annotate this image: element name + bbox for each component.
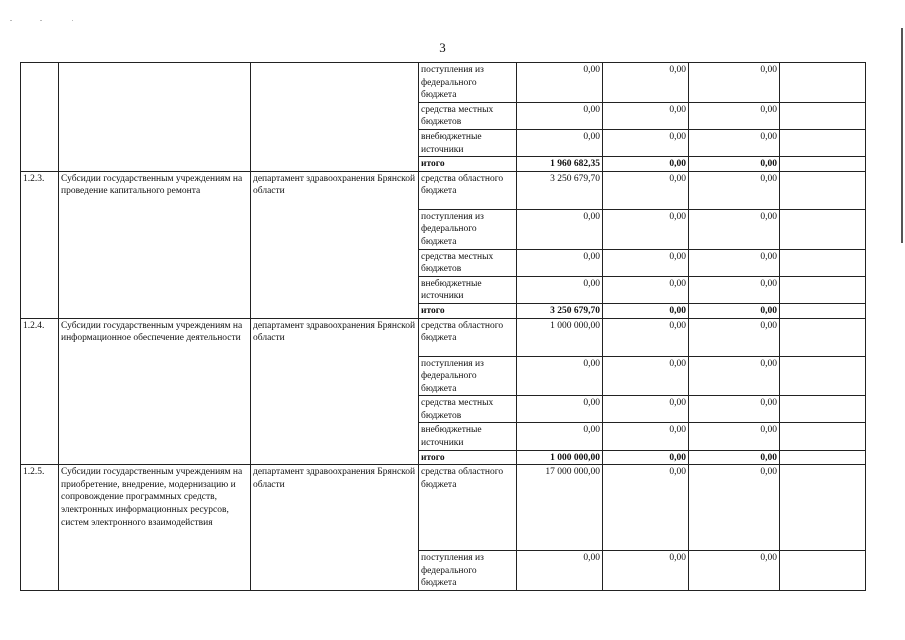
blank-cell [780,171,866,209]
table-row [21,318,866,356]
amount-cell-2: 0,00 [603,551,689,591]
page-number: 3 [439,40,446,55]
funding-source-cell: средства местных бюджетов [419,249,517,276]
amount-cell-3: 0,00 [689,318,780,356]
amount-cell-3: 0,00 [689,63,780,103]
funding-source-cell: поступления из федерального бюджета [419,63,517,103]
amount-cell-2: 0,00 [603,249,689,276]
amount-cell-1: 0,00 [517,129,603,156]
amount-cell-1: 0,00 [517,423,603,450]
item-code-cell: 1.2.3. [21,171,59,318]
amount-cell-2: 0,00 [603,450,689,465]
amount-cell-3: 0,00 [689,102,780,129]
amount-cell-3: 0,00 [689,276,780,303]
item-name-cell: Субсидии государственным учреждениям на проведение капитального ремонта [59,171,251,318]
table-row [21,63,866,103]
amount-cell-1: 3 250 679,70 [517,171,603,209]
blank-cell [780,303,866,318]
item-name-cell: Субсидии государственным учреждениям на информационное обеспечение деятельности [59,318,251,465]
amount-cell-1: 1 000 000,00 [517,318,603,356]
amount-cell-3: 0,00 [689,171,780,209]
blank-cell [780,423,866,450]
amount-cell-3: 0,00 [689,303,780,318]
scan-speck [72,20,73,21]
item-code-cell: 1.2.4. [21,318,59,465]
blank-cell [780,102,866,129]
amount-cell-3: 0,00 [689,356,780,396]
blank-cell [780,450,866,465]
amount-cell-3: 0,00 [689,465,780,551]
scan-edge-line [901,28,903,243]
amount-cell-3: 0,00 [689,249,780,276]
funding-source-cell: средства областного бюджета [419,465,517,551]
amount-cell-3: 0,00 [689,423,780,450]
amount-cell-3: 0,00 [689,209,780,249]
blank-cell [780,129,866,156]
amount-cell-1: 1 000 000,00 [517,450,603,465]
blank-cell [780,63,866,103]
amount-cell-1: 0,00 [517,396,603,423]
executor-cell [251,63,419,172]
amount-cell-1: 17 000 000,00 [517,465,603,551]
scan-speck [10,20,12,21]
amount-cell-1: 0,00 [517,356,603,396]
funding-source-cell: средства областного бюджета [419,318,517,356]
funding-source-cell: средства местных бюджетов [419,396,517,423]
amount-cell-2: 0,00 [603,171,689,209]
funding-source-cell: итого [419,450,517,465]
blank-cell [780,276,866,303]
blank-cell [780,249,866,276]
executor-cell: департамент здравоохранения Брянской области [251,318,419,465]
funding-source-cell: поступления из федерального бюджета [419,356,517,396]
funding-source-cell: итого [419,157,517,172]
funding-source-cell: поступления из федерального бюджета [419,551,517,591]
blank-cell [780,157,866,172]
table-row [21,465,866,551]
amount-cell-1: 0,00 [517,63,603,103]
budget-table [20,62,866,591]
amount-cell-2: 0,00 [603,102,689,129]
executor-cell: департамент здравоохранения Брянской области [251,171,419,318]
amount-cell-2: 0,00 [603,157,689,172]
funding-source-cell: внебюджетные источники [419,276,517,303]
amount-cell-2: 0,00 [603,396,689,423]
funding-source-cell: средства местных бюджетов [419,102,517,129]
amount-cell-2: 0,00 [603,63,689,103]
amount-cell-2: 0,00 [603,129,689,156]
amount-cell-3: 0,00 [689,129,780,156]
blank-cell [780,396,866,423]
scan-speck [40,20,42,21]
table-row [21,171,866,209]
funding-source-cell: итого [419,303,517,318]
funding-source-cell: поступления из федерального бюджета [419,209,517,249]
item-code-cell [21,63,59,172]
blank-cell [780,465,866,551]
amount-cell-1: 0,00 [517,551,603,591]
amount-cell-2: 0,00 [603,465,689,551]
amount-cell-3: 0,00 [689,551,780,591]
funding-source-cell: средства областного бюджета [419,171,517,209]
item-name-cell: Субсидии государственным учреждениям на приобретение, внедрение, модернизацию и сопровождение программных средств, электронных информационных ресурсов, систем электронного взаимодействия [59,465,251,591]
amount-cell-1: 1 960 682,35 [517,157,603,172]
item-name-cell [59,63,251,172]
item-code-cell: 1.2.5. [21,465,59,591]
amount-cell-1: 0,00 [517,249,603,276]
budget-table-body [21,63,866,591]
amount-cell-2: 0,00 [603,276,689,303]
amount-cell-2: 0,00 [603,356,689,396]
amount-cell-3: 0,00 [689,396,780,423]
amount-cell-2: 0,00 [603,303,689,318]
blank-cell [780,318,866,356]
blank-cell [780,551,866,591]
amount-cell-2: 0,00 [603,423,689,450]
executor-cell: департамент здравоохранения Брянской области [251,465,419,591]
amount-cell-1: 0,00 [517,276,603,303]
funding-source-cell: внебюджетные источники [419,129,517,156]
funding-source-cell: внебюджетные источники [419,423,517,450]
blank-cell [780,356,866,396]
amount-cell-2: 0,00 [603,209,689,249]
amount-cell-1: 3 250 679,70 [517,303,603,318]
blank-cell [780,209,866,249]
amount-cell-3: 0,00 [689,157,780,172]
amount-cell-2: 0,00 [603,318,689,356]
amount-cell-3: 0,00 [689,450,780,465]
amount-cell-1: 0,00 [517,102,603,129]
amount-cell-1: 0,00 [517,209,603,249]
